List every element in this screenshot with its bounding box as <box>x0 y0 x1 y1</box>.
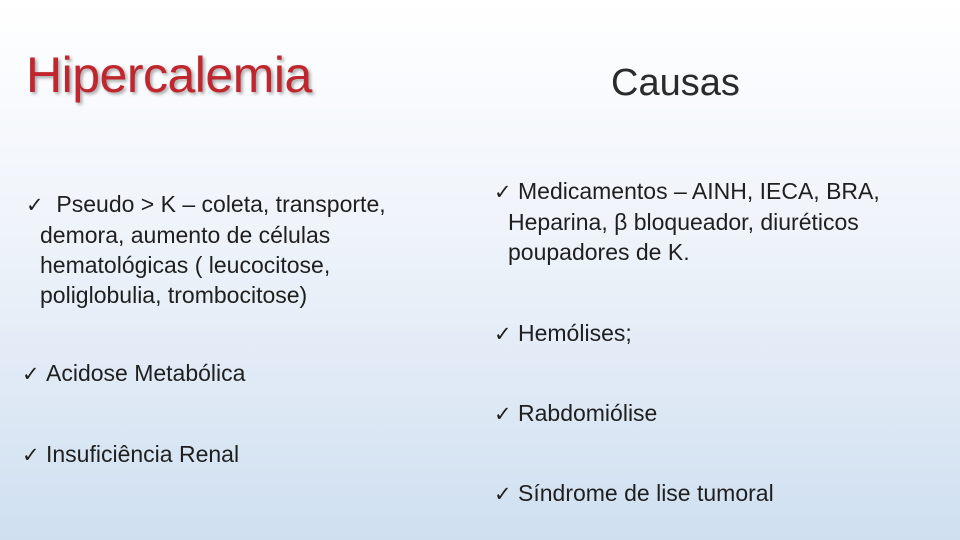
right-bullet-rabdomiolise <box>494 398 657 429</box>
bullet-text-line: Pseudo > K – coleta, transporte, <box>50 191 386 217</box>
left-bullet-insuficiencia <box>22 439 239 470</box>
checkmark-icon: ✓ <box>494 402 512 426</box>
bullet-text-line: hematológicas ( leucocitose, <box>40 252 331 278</box>
bullet-text-line: Acidose Metabólica <box>46 360 246 386</box>
checkmark-icon: ✓ <box>494 482 512 506</box>
bullet-text-line: Rabdomiólise <box>518 400 658 426</box>
bullet-text-line: poliglobulia, trombocitose) <box>40 282 308 308</box>
bullet-text-line: Heparina, β bloqueador, diuréticos <box>508 209 859 235</box>
left-bullet-acidose <box>22 358 245 389</box>
checkmark-icon: ✓ <box>494 180 512 204</box>
right-bullet-hemolises <box>494 318 632 349</box>
bullet-text-line: Hemólises; <box>518 320 632 346</box>
bullet-text-line: Síndrome de lise tumoral <box>518 480 774 506</box>
left-bullet-pseudo <box>26 189 446 310</box>
bullet-text-line: Medicamentos – AINH, IECA, BRA, <box>518 178 880 204</box>
slide-title: Hipercalemia <box>26 47 312 103</box>
bullet-text-line: demora, aumento de células <box>40 222 331 248</box>
right-bullet-medicamentos <box>494 176 934 267</box>
checkmark-icon: ✓ <box>22 443 40 467</box>
checkmark-icon: ✓ <box>26 193 44 217</box>
checkmark-icon: ✓ <box>494 322 512 346</box>
right-bullet-sindrome <box>494 478 774 509</box>
checkmark-icon: ✓ <box>22 362 40 386</box>
bullet-text-line: poupadores de K. <box>508 239 690 265</box>
bullet-text-line: Insuficiência Renal <box>46 441 240 467</box>
slide-subtitle: Causas <box>611 62 740 104</box>
